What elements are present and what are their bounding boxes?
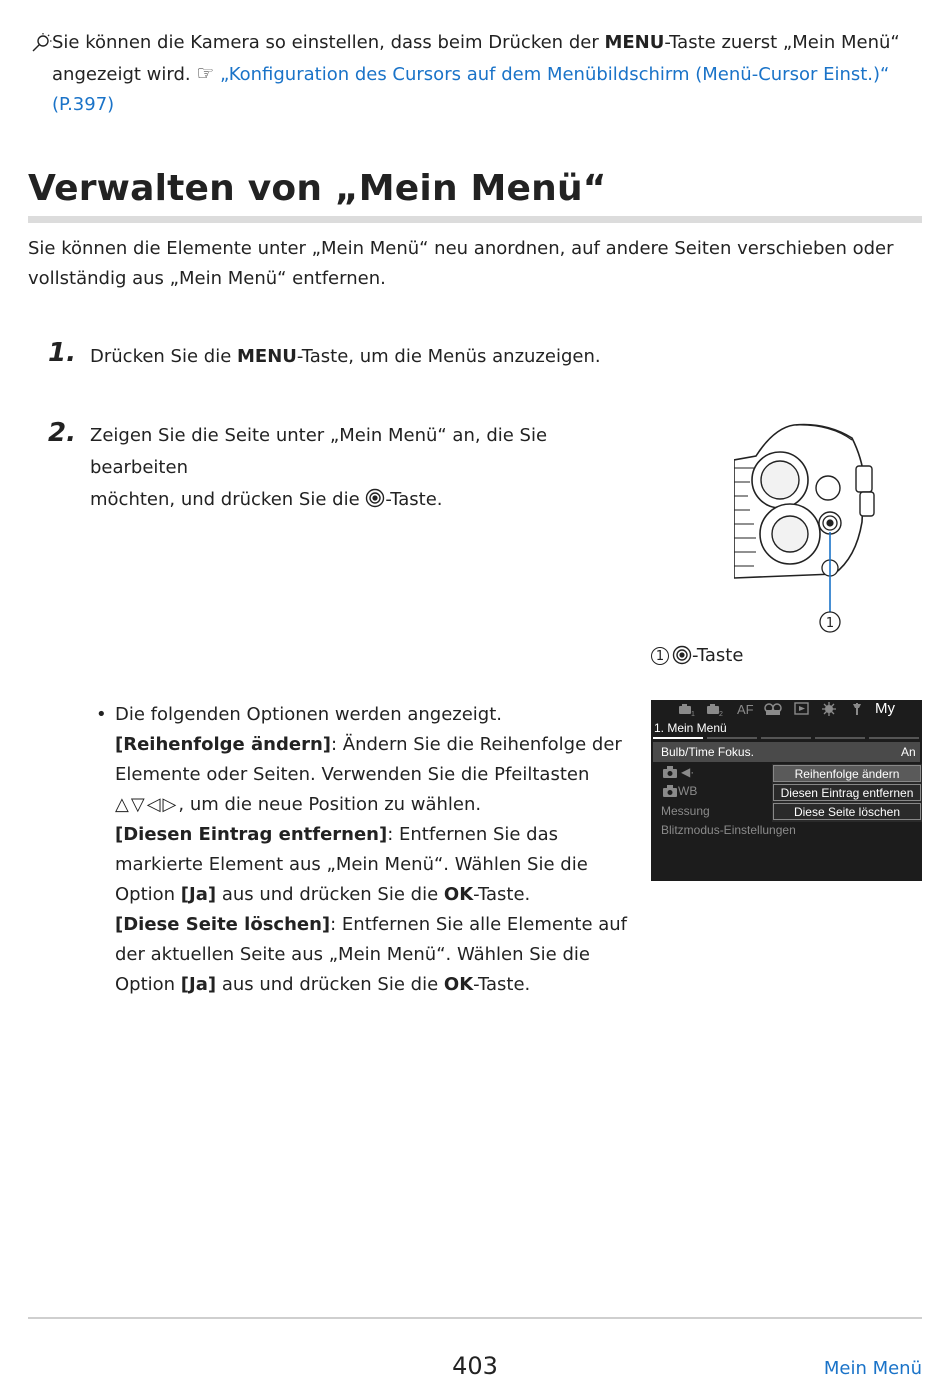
tab-sub-2: 2 xyxy=(719,711,723,718)
page-label: 1. Mein Menü xyxy=(654,721,727,735)
figure-caption xyxy=(651,645,743,666)
camera-menu-screen xyxy=(651,700,922,881)
option-remove-label: [Diesen Eintrag entfernen] xyxy=(115,824,388,845)
tab-sub-1: 1 xyxy=(691,711,695,718)
ok-button-icon xyxy=(672,645,692,665)
option-remove-end: -Taste. xyxy=(473,884,531,905)
options-intro: Die folgenden Optionen werden angezeigt. xyxy=(115,704,502,725)
section-title: Verwalten von „Mein Menü“ xyxy=(28,168,607,209)
option-delete-page-text: : Entfernen Sie alle Elemente auf der aktuellen Seite aus „Mein Menü“. Wählen Sie die Option xyxy=(115,914,628,995)
camera-icon xyxy=(663,785,679,797)
step-2-number: 2. xyxy=(48,418,76,448)
option-remove-mid: aus und drücken Sie die xyxy=(216,884,444,905)
camera-icon xyxy=(663,766,679,778)
option-reorder-label: [Reihenfolge ändern] xyxy=(115,734,331,755)
footer-divider xyxy=(28,1317,922,1319)
step-1-number: 1. xyxy=(48,338,76,368)
step-2-text-c: -Taste. xyxy=(385,489,443,510)
option-reorder-text: : Ändern Sie die Reihenfolge der Elemente oder Seiten. Verwenden Sie die Pfeiltasten xyxy=(115,734,622,785)
menu-row-bulb[interactable]: Bulb/Time Fokus. xyxy=(661,745,754,759)
intro-paragraph: Sie können die Elemente unter „Mein Menü“ neu anordnen, auf andere Seiten verschieben oder vollständig aus „Mein Menü“ entfernen. xyxy=(28,238,894,289)
tip-text-1: Sie können die Kamera so einstellen, dass beim Drücken der xyxy=(52,32,605,53)
callout-number: 1 xyxy=(825,616,835,631)
option-delete-page-mid: aus und drücken Sie die xyxy=(216,974,444,995)
step-2-text-a: Zeigen Sie die Seite unter „Mein Menü“ an, die Sie bearbeiten xyxy=(90,425,548,478)
menu-row-bulb-value: An xyxy=(901,745,916,759)
menu-row-metering[interactable]: Messung xyxy=(661,804,710,818)
option-reorder-tail: , um die neue Position zu wählen. xyxy=(178,794,482,815)
title-underline xyxy=(28,216,922,223)
ok-key-label: OK xyxy=(443,884,474,905)
step-1-text-a: Drücken Sie die xyxy=(90,346,237,367)
menu-row-sound[interactable]: ◀· xyxy=(681,765,695,779)
option-delete-page-label: [Diese Seite löschen] xyxy=(115,914,331,935)
reference-icon: ☞ xyxy=(196,61,215,85)
tip-text-2: -Taste zuerst „Mein Menü“ xyxy=(664,32,900,53)
tab-my[interactable]: My xyxy=(875,700,895,717)
option-remove-ja: [Ja] xyxy=(180,884,217,905)
tip-text-3: angezeigt wird. xyxy=(52,64,197,85)
tip-note xyxy=(30,28,910,120)
caption-number: 1 xyxy=(651,647,669,665)
tab-af[interactable]: AF xyxy=(737,702,754,717)
page-number: 403 xyxy=(452,1352,498,1380)
popup-reorder[interactable]: Reihenfolge ändern xyxy=(773,765,921,782)
step-1-text-c: -Taste, um die Menüs anzuzeigen. xyxy=(296,346,601,367)
menu-key-label: MENU xyxy=(604,32,665,53)
option-remove-text: : Entfernen Sie das markierte Element aus „Mein Menü“. Wählen Sie die Option xyxy=(115,824,588,905)
step-2-text-b: möchten, und drücken Sie die xyxy=(90,489,366,510)
step-2-text xyxy=(90,420,650,516)
caption-text: -Taste xyxy=(692,645,744,666)
ok-key-label: OK xyxy=(443,974,474,995)
arrow-keys-icon: △▽◁▷ xyxy=(115,794,179,815)
step-1-text xyxy=(90,341,650,373)
ok-button-icon xyxy=(365,488,385,508)
popup-remove-entry[interactable]: Diesen Eintrag entfernen xyxy=(773,784,921,801)
option-delete-page-end: -Taste. xyxy=(473,974,531,995)
menu-key-label: MENU xyxy=(237,346,297,367)
camera-illustration xyxy=(734,422,879,638)
option-delete-page-ja: [Ja] xyxy=(180,974,217,995)
menu-row-wb[interactable]: WB xyxy=(678,784,698,798)
popup-delete-page[interactable]: Diese Seite löschen xyxy=(773,803,921,820)
hint-icon xyxy=(30,32,52,54)
page-reference-link[interactable]: (P.397) xyxy=(52,94,115,115)
options-list xyxy=(96,700,646,1000)
menu-row-flash[interactable]: Blitzmodus-Einstellungen xyxy=(661,823,796,837)
cross-reference-link[interactable]: „Konfiguration des Cursors auf dem Menübildschirm (Menü-Cursor Einst.)“ xyxy=(220,64,890,85)
section-link[interactable]: Mein Menü xyxy=(823,1358,922,1379)
bullet-dot: • xyxy=(96,704,107,725)
